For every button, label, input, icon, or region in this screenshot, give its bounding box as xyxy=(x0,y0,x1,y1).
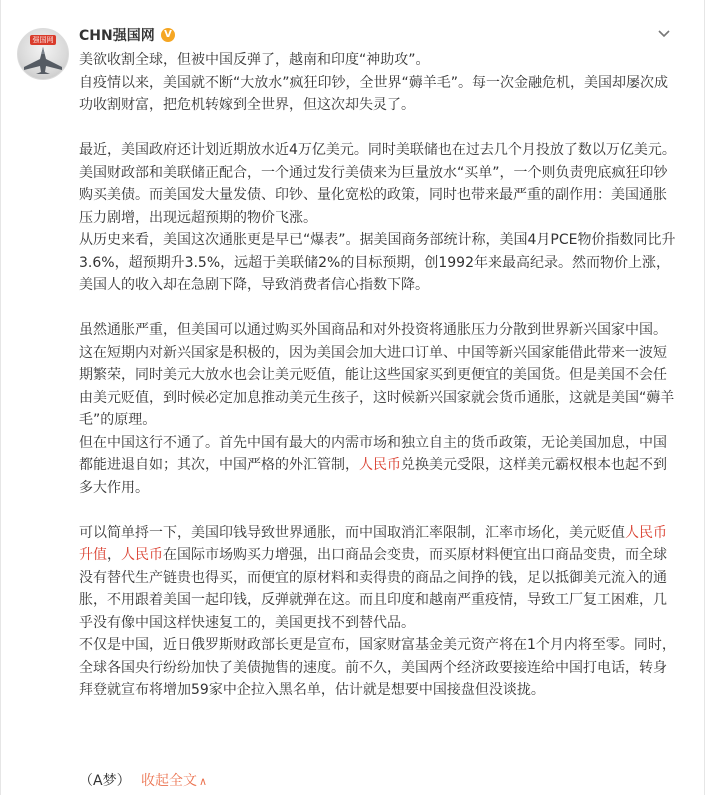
post-paragraph: 美欲收割全球，但被中国反弹了，越南和印度“神助攻”。 xyxy=(79,52,430,68)
collapse-arrow-icon: ∧ xyxy=(199,775,208,788)
post-footer xyxy=(79,770,207,794)
collapse-full-text-link[interactable] xyxy=(141,773,207,789)
rmb-topic-link[interactable]: 人民币 xyxy=(121,547,163,563)
post-paragraph: 虽然通胀严重，但美国可以通过购买外国商品和对外投资将通胀压力分散到世界新兴国家中国。这在短期内对新兴国家是积极的，因为美国会加大进口订单、中国等新兴国家能借此带来一波短期繁荣，同时美元大放水也会让美元贬值，能让这些国家买到更便宜的美国货。但是美国不会任由美元贬值，到时候必定加息推动美元生孩子，这时候新兴国家就会货币通胀，这就是美国“薅羊毛”的原理。 xyxy=(79,322,675,428)
chevron-down-icon[interactable] xyxy=(657,29,671,39)
post-paragraph: 最近，美国政府还计划近期放水近4万亿美元。同时美联储也在过去几个月投放了数以万亿美元。美国财政部和美联储正配合，一个通过发行美债来为巨量放水“买单”，一个则负责兜底疯狂印钞购买美债。而美国发大量发债、印钞、量化宽松的政策，同时也带来最严重的副作用：美国通胀压力剧增，出现远超预期的物价飞涨。 xyxy=(79,142,676,226)
post-body xyxy=(79,49,679,702)
fighter-jet-icon xyxy=(22,45,64,75)
text-segment: 但在中国这行不通了。首先中国有最大的内需市场和独立自主的货币政策，无论美国加息，中国都能进退自如；其次，中国严格的外汇管制， xyxy=(79,434,667,473)
post-paragraph xyxy=(79,522,679,635)
avatar-logo-badge: 强国网 xyxy=(30,35,56,45)
rmb-appreciation-topic-link[interactable]: 人民币升值 xyxy=(79,524,667,563)
collapse-label: 收起全文 xyxy=(141,773,198,789)
post-paragraph xyxy=(79,432,679,500)
author-name[interactable]: CHN强国网 xyxy=(79,28,155,44)
paragraph-gap xyxy=(79,297,679,320)
paragraph-gap xyxy=(79,117,679,140)
post-paragraph: 不仅是中国，近日俄罗斯财政部长更是宣布，国家财富基金美元资产将在1个月内将至零。同时，全球各国央行纷纷加快了美债抛售的速度。前不久，美国两个经济政要接连给中国打电话，转身拜登就宣布将增加59家中企拉入黑名单，估计就是想要中国接盘但没谈拢。 xyxy=(79,637,676,698)
text-segment: 兑换美元受限，这样美元霸权根本也起不到多大作用。 xyxy=(79,457,667,496)
paragraph-gap xyxy=(79,499,679,522)
text-segment: 在国际市场购买力增强，出口商品会变贵，而买原材料便宜出口商品变贵，而全球没有替代生产链贵也得买，而便宜的原材料和卖得贵的商品之间挣的钱，足以抵御美元流入的通胀，不用跟着美国一起印钱，反弹就弹在这。而且印度和越南严重疫情，导致工厂复工困难，几乎没有像中国这样快速复工的，美国更找不到替代品。 xyxy=(79,547,667,631)
post-paragraph: 从历史来看，美国这次通胀更是早已“爆表”。据美国商务部统计称，美国4月PCE物价指数同比升3.6%，超预期升3.5%，远超于美联储2%的目标预期，创1992年来最高纪录。然而物价上涨，美国人的收入却在急剧下降，导致消费者信心指数下降。 xyxy=(79,232,676,293)
rmb-topic-link[interactable]: 人民币 xyxy=(359,457,401,473)
post-paragraph: 自疫情以来，美国就不断“大放水”疯狂印钞，全世界“薅羊毛”。每一次金融危机，美国却屡次成功收割财富，把危机转嫁到全世界，但这次却失灵了。 xyxy=(79,74,669,113)
text-segment: 可以简单捋一下，美国印钱导致世界通胀，而中国取消汇率限制，汇率市场化，美元贬值 xyxy=(79,524,625,541)
text-segment: ， xyxy=(107,547,121,563)
avatar[interactable] xyxy=(17,28,69,80)
source-tag: （A梦） xyxy=(79,773,131,789)
verified-badge-icon: V xyxy=(161,28,175,42)
